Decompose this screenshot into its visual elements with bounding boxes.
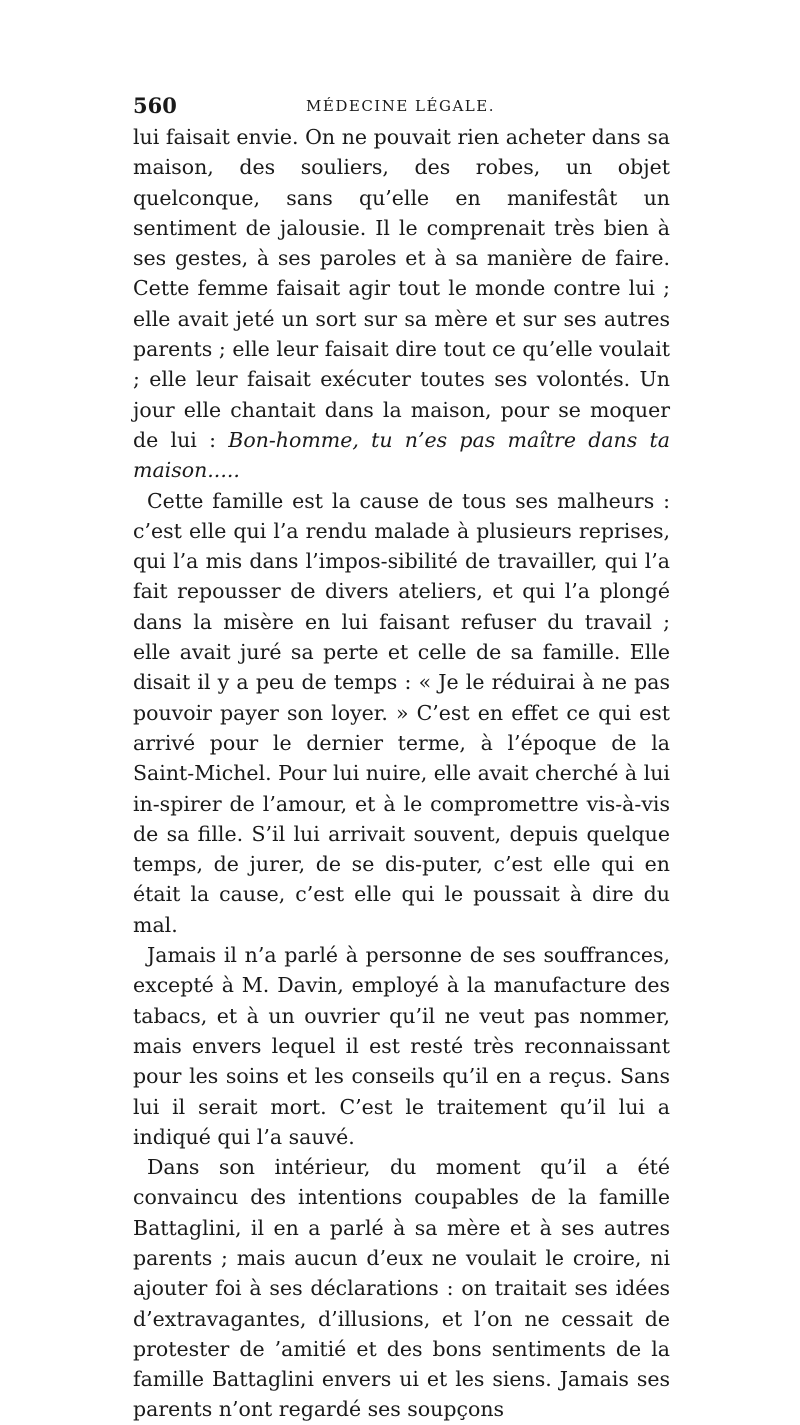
- paragraph: [133, 122, 670, 486]
- body-text: [133, 122, 670, 1425]
- paragraph-text: lui faisait envie. On ne pouvait rien acheter dans sa maison, des souliers, des robes, un objet quelconque, sans qu’elle en manifestât un sentiment de jalousie. Il le comprenait très bien à ses gestes, à ses paroles et à sa manière de faire. Cette femme faisait agir tout le monde contre lui ; elle avait jeté un sort sur sa mère et sur ses autres parents ; elle leur faisait dire tout ce qu’elle voulait ; elle leur faisait exécuter toutes ses volontés. Un jour elle chantait dans la maison, pour se moquer de lui :: [133, 125, 670, 452]
- paragraph: Dans son intérieur, du moment qu’il a été convaincu des intentions coupables de la famille Battaglini, il en a parlé à sa mère et à ses autres parents ; mais aucun d’eux ne voulait le croire, ni ajouter foi à ses déclarations : on traitait ses idées d’extravagantes, d’illusions, et l’on ne cessait de protester de ’amitié et des bons sentiments de la famille Battaglini envers ui et les siens. Jamais ses parents n’ont regardé ses soupçons: [133, 1155, 670, 1422]
- page-number: 560: [133, 93, 177, 118]
- italic-quote: Bon-homme, tu n’es pas maître dans ta maison.....: [133, 427, 670, 483]
- paragraph: Cette famille est la cause de tous ses malheurs : c’est elle qui l’a rendu malade à plusieurs reprises, qui l’a mis dans l’impos-sibilité de travailler, qui l’a fait repousser de divers ateliers, et qui l’a plongé dans la misère en lui faisant refuser du travail ; elle avait juré sa perte et celle de sa famille. Elle disait il y a peu de temps : « Je le réduirai à ne pas pouvoir payer son loyer. » C’est en effet ce qui est arrivé pour le dernier terme, à l’époque de la Saint-Michel. Pour lui nuire, elle avait cherché à lui in-spirer de l’amour, et à le compromettre vis-à-vis de sa fille. S’il lui arrivait souvent, depuis quelque temps, de jurer, de se dis-puter, c’est elle qui en était la cause, c’est elle qui le poussait à dire du mal.: [133, 488, 670, 937]
- page-header: [133, 92, 668, 122]
- running-title: MÉDECINE LÉGALE.: [306, 97, 495, 115]
- paragraph: Jamais il n’a parlé à personne de ses souffrances, excepté à M. Davin, employé à la manufacture des tabacs, et à un ouvrier qu’il ne veut pas nommer, mais envers lequel il est resté très reconnaissant pour les soins et les conseils qu’il en a reçus. Sans lui il serait mort. C’est le traitement qu’il lui a indiqué qui l’a sauvé.: [133, 943, 670, 1149]
